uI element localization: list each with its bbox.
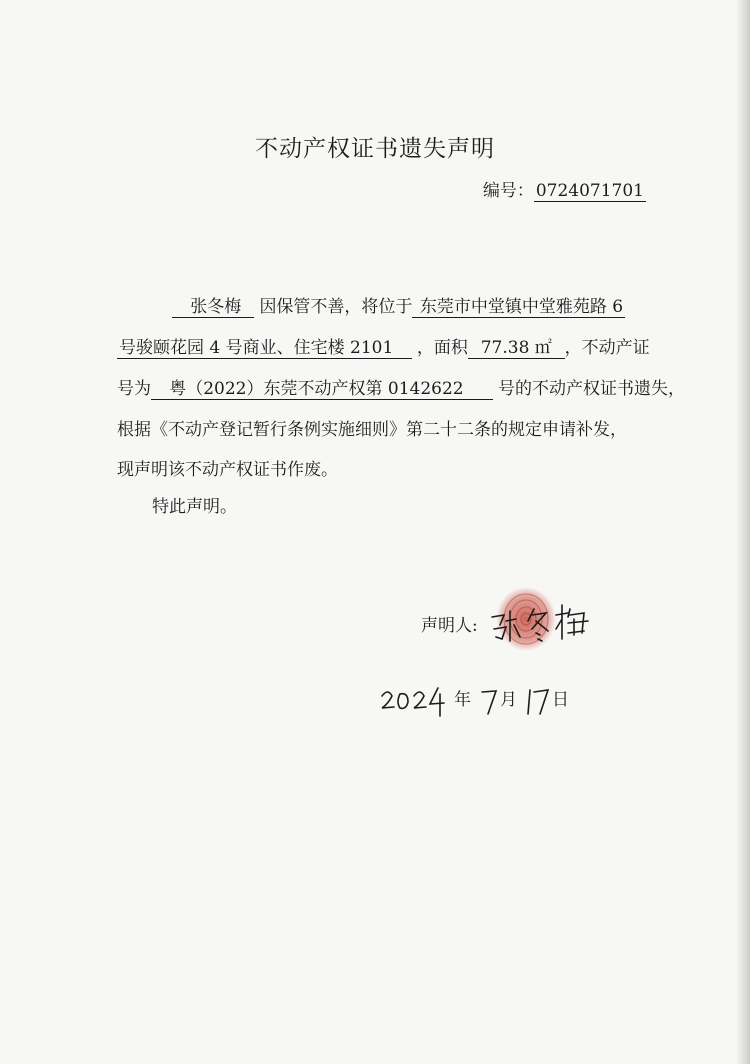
void-line: 现声明该不动产权证书作废。 xyxy=(117,460,338,480)
after-cert: 号的不动产权证书遗失， xyxy=(498,379,686,399)
date-day-char: 日 xyxy=(552,690,569,710)
handwritten-date xyxy=(378,674,578,724)
cert-label-start: 号为 xyxy=(117,379,151,399)
fingerprint-and-signature xyxy=(484,585,594,655)
date-digit-0 xyxy=(398,694,408,709)
number-value: 0724071701 xyxy=(535,181,644,201)
address-part2: 号骏颐花园 4 号商业、住宅楼 2101 xyxy=(117,339,412,359)
signature-block xyxy=(484,585,594,655)
number-label: 编号： xyxy=(482,181,534,201)
address-part1: 东莞市中堂镇中堂雅苑路 6 xyxy=(412,298,625,318)
date-year-char: 年 xyxy=(454,690,471,710)
closing-line: 特此声明。 xyxy=(152,497,237,517)
date-digit-2a xyxy=(382,692,394,708)
date-block xyxy=(378,674,578,724)
regulation-line: 根据《不动产登记暂行条例实施细则》第二十二条的规定申请补发， xyxy=(117,420,627,440)
text-after-name: 因保管不善，将位于 xyxy=(259,297,413,317)
document-number xyxy=(483,176,646,202)
cert-label-end: ，不动产证 xyxy=(564,338,650,358)
paragraph-line-3 xyxy=(117,374,685,400)
date-digit-2b xyxy=(414,692,426,708)
area-value: 77.38 ㎡ xyxy=(468,339,565,359)
cert-number: 粤（2022）东莞不动产权第 0142622 xyxy=(151,380,493,400)
fingerprint-mark xyxy=(496,587,556,651)
date-digit-4 xyxy=(430,688,444,716)
date-day-digit-7 xyxy=(534,690,548,714)
paragraph-line-2 xyxy=(117,333,650,359)
area-label: ，面积 xyxy=(416,338,468,358)
paragraph-line-1 xyxy=(172,292,625,318)
owner-name: 张冬梅 xyxy=(172,298,254,318)
page-title: 不动产权证书遗失声明 xyxy=(255,136,495,162)
date-month-char: 月 xyxy=(500,690,517,710)
date-day-digit-1 xyxy=(528,690,530,714)
date-month-digit xyxy=(482,691,496,714)
declarant-label: 声明人: xyxy=(421,616,478,636)
